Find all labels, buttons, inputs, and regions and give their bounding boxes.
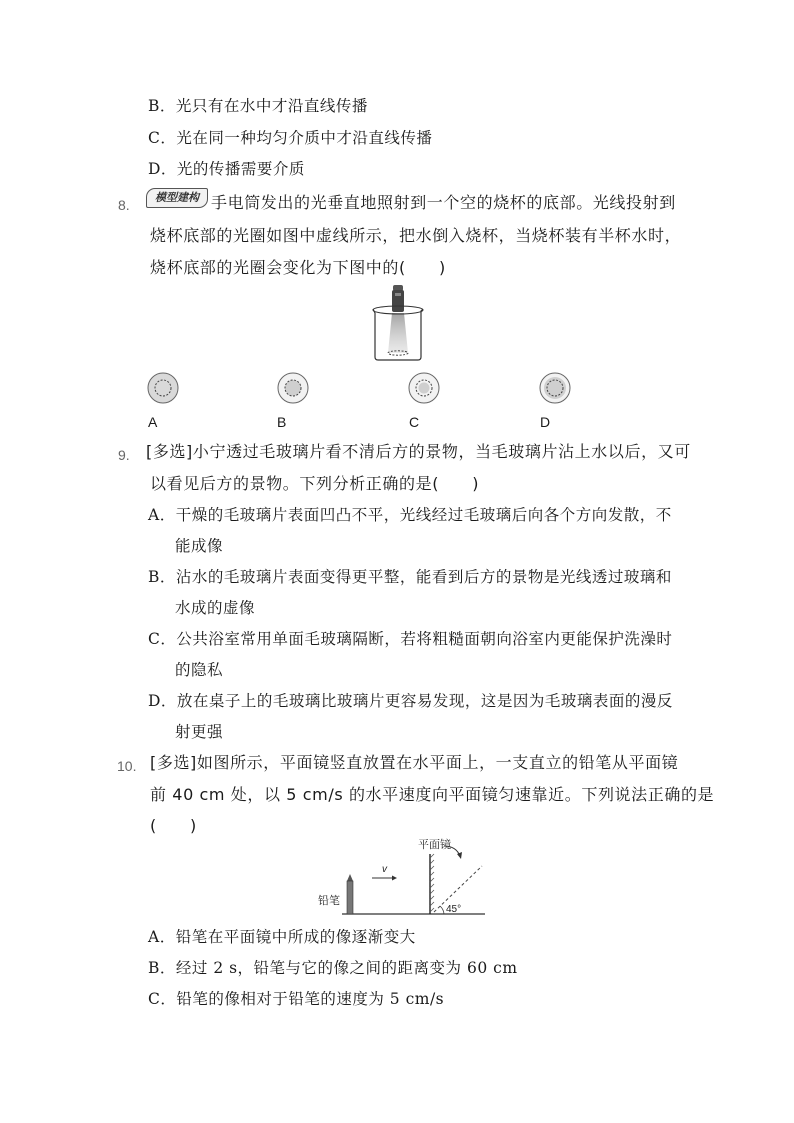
velocity-label: v — [382, 864, 387, 875]
q9-option-d-line2: 射更强 — [175, 723, 224, 741]
q8-text-line3: 烧杯底部的光圈会变化为下图中的( ) — [150, 258, 446, 277]
choice-c-label: C — [409, 414, 420, 430]
q9-option-b-line2: 水成的虚像 — [175, 599, 256, 617]
choice-d-label: D — [540, 414, 551, 430]
angle-label: 45° — [446, 904, 462, 915]
q8-text-line2: 烧杯底部的光圈如图中虚线所示，把水倒入烧杯，当烧杯装有半杯水时， — [150, 226, 682, 245]
q10-text-line3: ( ) — [150, 816, 197, 835]
q10-option-c: C．铅笔的像相对于铅笔的速度为 5 cm/s — [148, 990, 445, 1008]
q10-text-line2: 前 40 cm 处，以 5 cm/s 的水平速度向平面镜匀速靠近。下列说法正确的是 — [150, 785, 715, 804]
q10-text-line1: [多选]如图所示，平面镜竖直放置在水平面上，一支直立的铅笔从平面镜 — [150, 753, 679, 772]
answer-choice-figures — [140, 368, 580, 414]
choice-d-figure — [540, 373, 570, 403]
light-beam — [388, 313, 408, 353]
pencil-label: 铅笔 — [318, 895, 340, 907]
pencil-tip — [347, 874, 353, 881]
q7-option-b: B．光只有在水中才沿直线传播 — [148, 97, 368, 115]
pencil-body — [347, 881, 353, 914]
q9-option-a-line1: A．干燥的毛玻璃片表面凹凸不平，光线经过毛玻璃后向各个方向发散，不 — [148, 506, 672, 524]
q9-text-line1: [多选]小宁透过毛玻璃片看不清后方的景物，当毛玻璃片沾上水以后，又可 — [146, 442, 691, 461]
q8-text-line1: 手电筒发出的光垂直地照射到一个空的烧杯的底部。光线投射到 — [211, 193, 676, 212]
q10-option-a: A．铅笔在平面镜中所成的像逐渐变大 — [148, 928, 416, 946]
q10-option-b: B．经过 2 s，铅笔与它的像之间的距离变为 60 cm — [148, 959, 518, 977]
q9-option-c-line2: 的隐私 — [175, 661, 224, 679]
q7-option-c: C．光在同一种均匀介质中才沿直线传播 — [148, 129, 433, 147]
model-building-tag: 模型建构 — [146, 188, 208, 208]
choice-b-figure — [278, 373, 308, 403]
choice-a-figure — [148, 373, 178, 403]
q9-option-b-line1: B．沾水的毛玻璃片表面变得更平整，能看到后方的景物是光线透过玻璃和 — [148, 568, 672, 586]
q9-option-d-line1: D．放在桌子上的毛玻璃比玻璃片更容易发现，这是因为毛玻璃表面的漫反 — [148, 692, 673, 710]
choice-a-label: A — [148, 414, 158, 430]
mirror-pencil-figure — [310, 836, 490, 920]
choice-b-label: B — [277, 414, 287, 430]
mirror-label: 平面镜 — [418, 839, 451, 851]
q10-number: 10. — [117, 758, 137, 774]
q9-text-line2: 以看见后方的景物。下列分析正确的是( ) — [150, 474, 480, 493]
flashlight-beaker-figure — [368, 283, 428, 363]
q7-option-d: D．光的传播需要介质 — [148, 160, 305, 178]
q9-number: 9. — [118, 447, 130, 463]
q9-option-c-line1: C．公共浴室常用单面毛玻璃隔断，若将粗糙面朝向浴室内更能保护洗澡时 — [148, 630, 673, 648]
q9-option-a-line2: 能成像 — [175, 537, 224, 555]
q8-number: 8. — [118, 197, 130, 213]
choice-c-figure — [409, 373, 439, 403]
